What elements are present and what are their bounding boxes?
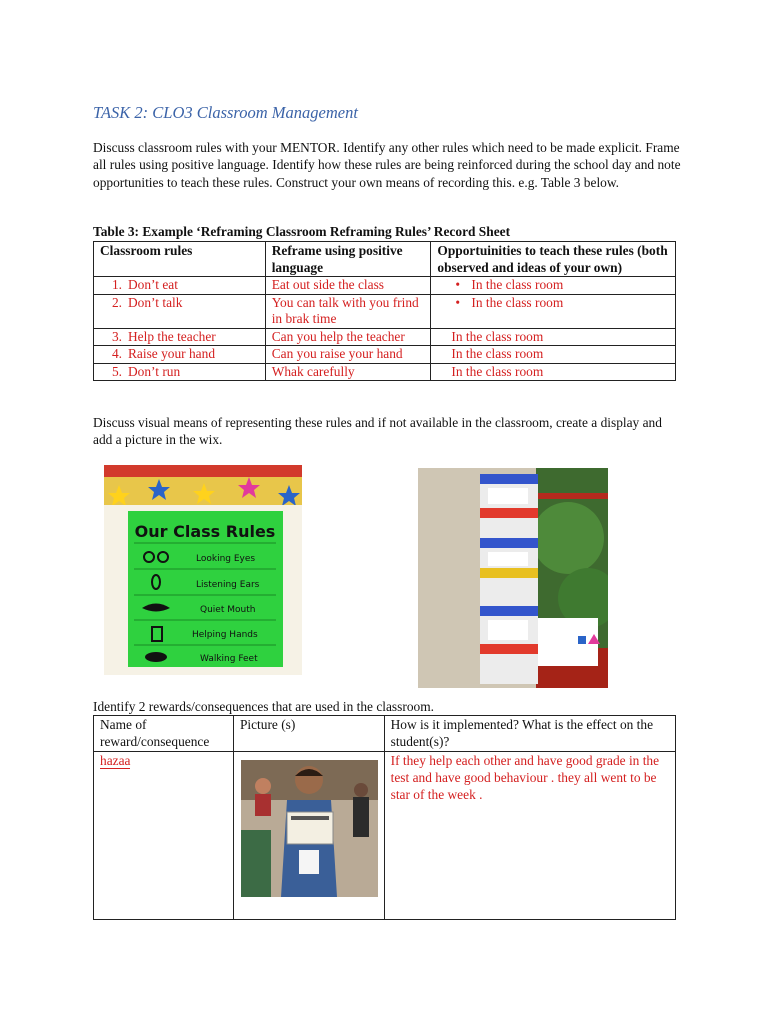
wall-display-illustration: [418, 468, 608, 688]
rule-text: Don’t run: [128, 363, 181, 379]
identify-rewards-text: Identify 2 rewards/consequences that are used in the classroom.: [93, 699, 434, 714]
bullet-icon: •: [455, 277, 461, 292]
rule-number: 1.: [111, 277, 122, 292]
header-implementation: How is it implemented? What is the effect on the student(s)?: [384, 716, 675, 752]
rules-table-header: [94, 242, 676, 277]
reframe-cell: Whak carefully: [265, 363, 431, 381]
table-row: [94, 752, 676, 920]
opportunity-cell: In the class room: [431, 363, 676, 381]
poster-item: Walking Feet: [200, 654, 258, 664]
bullet-icon: •: [455, 294, 461, 310]
rule-cell: [94, 328, 266, 346]
star-of-week-photo: [241, 760, 378, 897]
rule-cell: [94, 277, 266, 295]
rewards-table-header: [94, 716, 676, 752]
reframe-cell: Can you help the teacher: [265, 328, 431, 346]
rule-number: 3.: [111, 328, 122, 344]
header-reframe: Reframe using positive language: [265, 242, 431, 277]
reward-effect-cell: If they help each other and have good grade in the test and have good behaviour . they all went to be star of the week .: [384, 752, 675, 920]
table-row: [94, 363, 676, 381]
table-row: [94, 346, 676, 364]
rule-cell: [94, 294, 266, 328]
reward-name-cell: [94, 752, 234, 920]
class-rules-poster-photo: [104, 465, 302, 675]
wall-display-photo: [418, 468, 608, 688]
header-reward-name: Name of reward/consequence: [94, 716, 234, 752]
rewards-table: [93, 715, 676, 920]
rule-number: 4.: [111, 346, 122, 361]
reframe-cell: You can talk with you frind in brak time: [265, 294, 431, 328]
reframe-cell: Eat out side the class: [265, 277, 431, 295]
opportunity-text: In the class room: [471, 277, 564, 292]
rule-number: 2.: [111, 294, 122, 310]
poster-item: Quiet Mouth: [200, 605, 256, 615]
poster-illustration: [104, 465, 302, 675]
poster-title: Our Class Rules: [134, 522, 276, 541]
reward-name: hazaa: [100, 753, 131, 768]
rule-text: Help the teacher: [128, 328, 216, 344]
header-opportunities: Opportuinities to teach these rules (both observed and ideas of your own): [431, 242, 676, 277]
poster-item: Listening Ears: [196, 580, 260, 590]
table-row: [94, 328, 676, 346]
intro-paragraph: Discuss classroom rules with your MENTOR. Identify any other rules which need to be made explicit. Frame all rules using positive language. Identify how these rules are being reinforced during the school day and note opportunities to teach these rules. Construct your own means of recording this. e.g. Table 3 below.: [93, 140, 681, 190]
reframe-cell: Can you raise your hand: [265, 346, 431, 364]
rule-cell: [94, 363, 266, 381]
header-classroom-rules: Classroom rules: [94, 242, 266, 277]
opportunity-cell: [431, 294, 676, 328]
table3-caption: Table 3: Example ‘Reframing Classroom Reframing Rules’ Record Sheet: [93, 224, 511, 239]
rule-text: Don’t eat: [128, 277, 178, 292]
table-row: [94, 294, 676, 328]
opportunity-cell: In the class room: [431, 328, 676, 346]
opportunity-text: In the class room: [471, 294, 564, 310]
visual-means-paragraph: Discuss visual means of representing these rules and if not available in the classroom, create a display and add a picture in the wix.: [93, 415, 662, 448]
header-picture: Picture (s): [233, 716, 384, 752]
rule-text: Don’t talk: [128, 294, 183, 310]
rule-text: Raise your hand: [128, 346, 216, 361]
table-row: [94, 277, 676, 295]
rules-table: [93, 241, 676, 381]
poster-item: Looking Eyes: [196, 554, 256, 564]
opportunity-cell: [431, 277, 676, 295]
rule-cell: [94, 346, 266, 364]
rule-number: 5.: [111, 363, 122, 379]
task-title: TASK 2: CLO3 Classroom Management: [93, 103, 358, 122]
poster-item: Helping Hands: [192, 630, 258, 640]
student-illustration: [241, 760, 378, 897]
opportunity-cell: In the class room: [431, 346, 676, 364]
